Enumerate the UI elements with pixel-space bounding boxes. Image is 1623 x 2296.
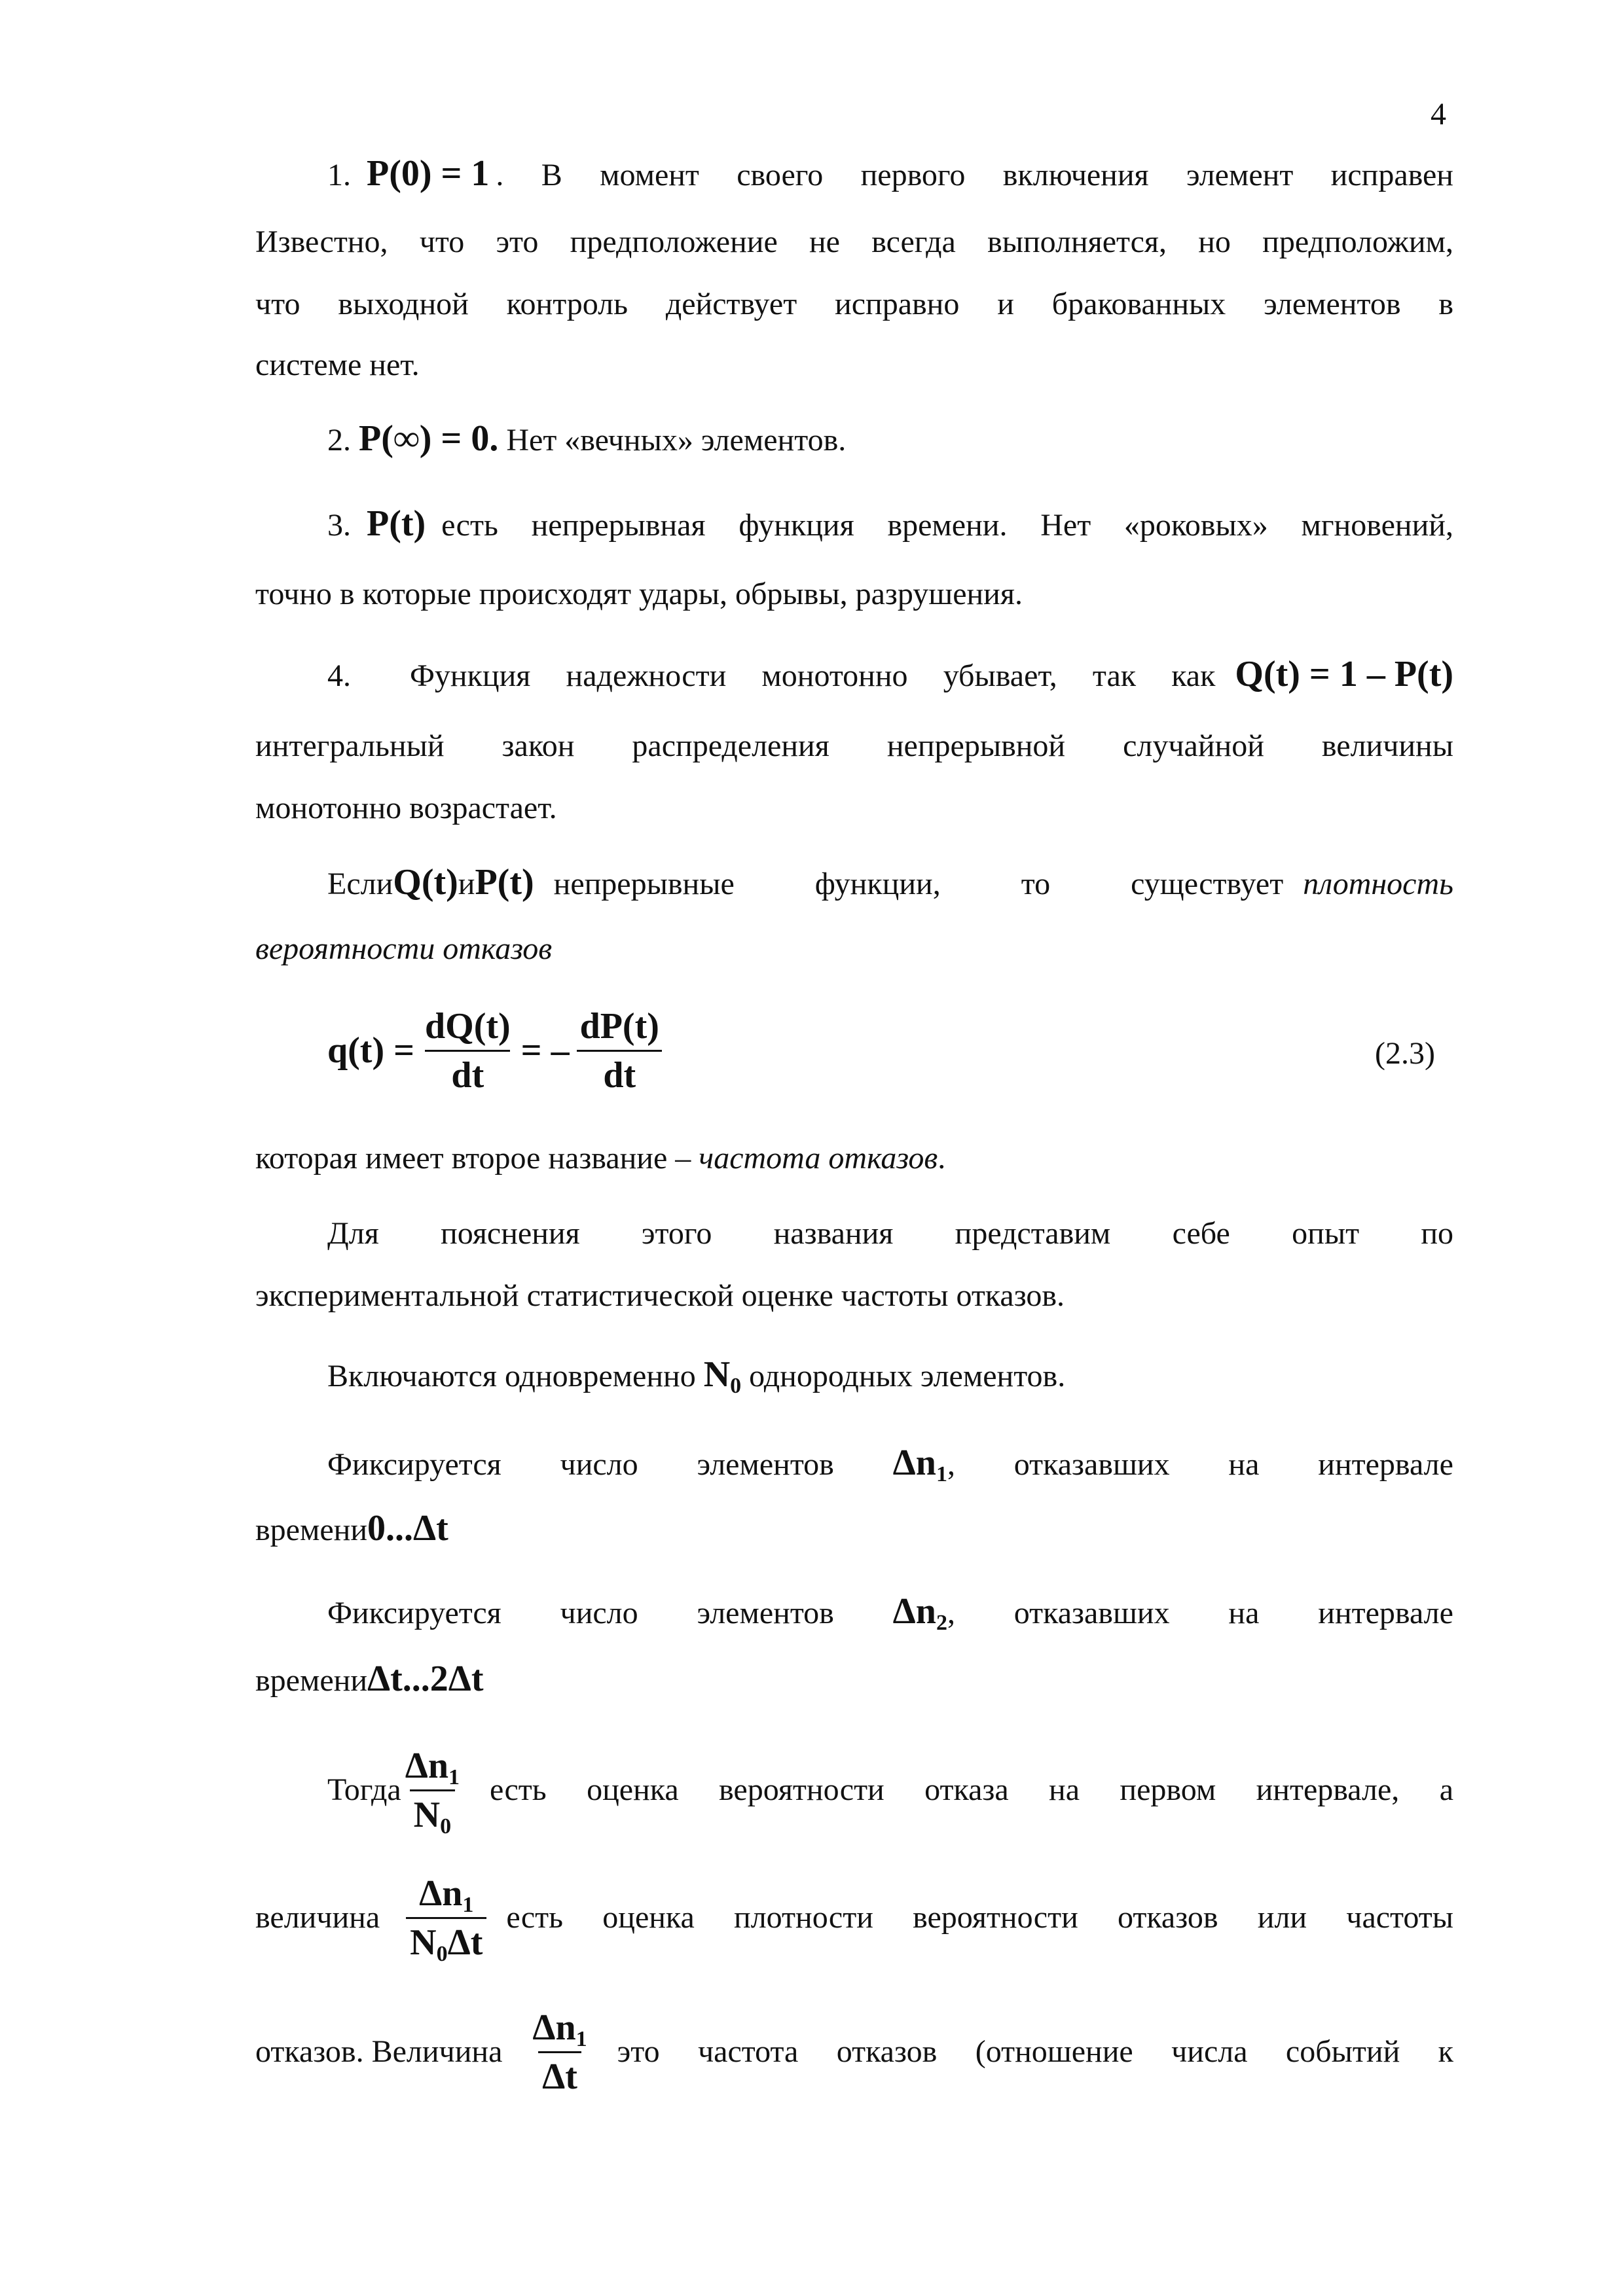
formula-p-inf: P(∞) = 0. bbox=[359, 418, 499, 459]
equation-label: (2.3) bbox=[1375, 1036, 1435, 1071]
item-1-line-3: что выходной контроль действует исправно и бракованных элементов в bbox=[255, 287, 1453, 321]
item-1-line-1 bbox=[327, 154, 1453, 195]
item-3-line-1: 3. P(t) есть непрерывная функция времени. Нет «роковых» мгновений, bbox=[327, 503, 1453, 544]
fix-line-2: Фиксируется число элементов $\Delta n_2$, отказавших на интервале bbox=[327, 1591, 1453, 1635]
experiment-line-2: экспериментальной статистической оценке частоты отказов. bbox=[255, 1278, 1065, 1313]
inclusion-line: Включаются одновременно $N_0$ однородных элементов. bbox=[327, 1354, 1066, 1398]
formula-p: P(t) bbox=[475, 862, 534, 903]
item-4-line-1: 4. Функция надежности монотонно убывает, так как Q(t) = 1 – P(t) bbox=[327, 654, 1453, 694]
symbol-dn1: $\Delta n_1$ bbox=[892, 1443, 947, 1486]
fraction-dn1-dt: $\frac{\Delta n_1}{\Delta t}$ bbox=[532, 2007, 587, 2097]
equation-lhs: q(t) = bbox=[327, 1030, 414, 1071]
item-1-lead: 1. P(0) = 1 bbox=[327, 153, 490, 194]
page-number: 4 bbox=[1431, 97, 1446, 132]
item-4-line-3: монотонно возрастает. bbox=[255, 791, 557, 825]
item-3-line-2: точно в которые происходят удары, обрывы, разрушения. bbox=[255, 577, 1023, 611]
estimate-line-1: Тогда $\frac{\Delta n_1}{N_0}$ есть оценка вероятности отказа на первом интервале, а bbox=[327, 1745, 1453, 1839]
fix-line-1: Фиксируется число элементов $\Delta n_1$, отказавших на интервале bbox=[327, 1443, 1453, 1486]
density-line-2: вероятности отказов bbox=[255, 931, 553, 966]
symbol-dn2: $\Delta n_2$ bbox=[892, 1591, 947, 1635]
fix-interval-2: времениΔt...2Δt bbox=[255, 1659, 484, 1699]
equation-2-3 bbox=[327, 1005, 663, 1096]
formula-pt: P(t) bbox=[367, 503, 426, 544]
symbol-n0: $N_0$ bbox=[703, 1354, 742, 1398]
item-1-line-2: Известно, что это предположение не всегда выполняется, но предположим, bbox=[255, 224, 1453, 259]
term-density: плотность bbox=[1303, 867, 1453, 901]
fix-interval-1: времени0...Δt bbox=[255, 1508, 448, 1549]
density-line-1: Если Q(t) и P(t) непрерывные функции, то существует плотность bbox=[327, 862, 1453, 903]
term-failure-rate: частота отказов bbox=[699, 1141, 938, 1175]
formula-q: Q(t) bbox=[393, 862, 458, 903]
interval-1: 0...Δt bbox=[367, 1508, 448, 1549]
second-name-line: которая имеет второе название – частота отказов. bbox=[255, 1141, 946, 1175]
fraction-dq-dt: $\frac{dQ(t)}{dt}$ bbox=[425, 1005, 511, 1096]
formula-p0: P(0) = 1 bbox=[367, 153, 490, 194]
fraction-dn1-n0: $\frac{\Delta n_1}{N_0}$ bbox=[405, 1745, 460, 1839]
item-2: 2. P(∞) = 0. Нет «вечных» элементов. bbox=[327, 418, 847, 459]
item-1-line-4: системе нет. bbox=[255, 348, 420, 382]
equation-mid: = – bbox=[520, 1030, 570, 1071]
experiment-line-1: Для пояснения этого названия представим себе опыт по bbox=[327, 1216, 1453, 1251]
fraction-dp-dt: $\frac{dP(t)}{dt}$ bbox=[576, 1005, 663, 1096]
item-1-text: . В момент своего первого включения элемент исправен bbox=[496, 158, 1453, 192]
estimate-line-2: величина $\frac{\Delta n_1}{N_0\Delta t}$ есть оценка плотности вероятности отказов или частоты bbox=[255, 1873, 1453, 1966]
estimate-line-3: отказов. Величина $\frac{\Delta n_1}{\Delta t}$ это частота отказов (отношение числа событий к bbox=[255, 2007, 1453, 2097]
interval-2: Δt...2Δt bbox=[367, 1659, 484, 1699]
item-4-line-2: интегральный закон распределения непрерывной случайной величины bbox=[255, 728, 1453, 763]
formula-qt: Q(t) = 1 – P(t) bbox=[1235, 654, 1453, 694]
fraction-dn1-n0dt: $\frac{\Delta n_1}{N_0\Delta t}$ bbox=[406, 1873, 486, 1964]
